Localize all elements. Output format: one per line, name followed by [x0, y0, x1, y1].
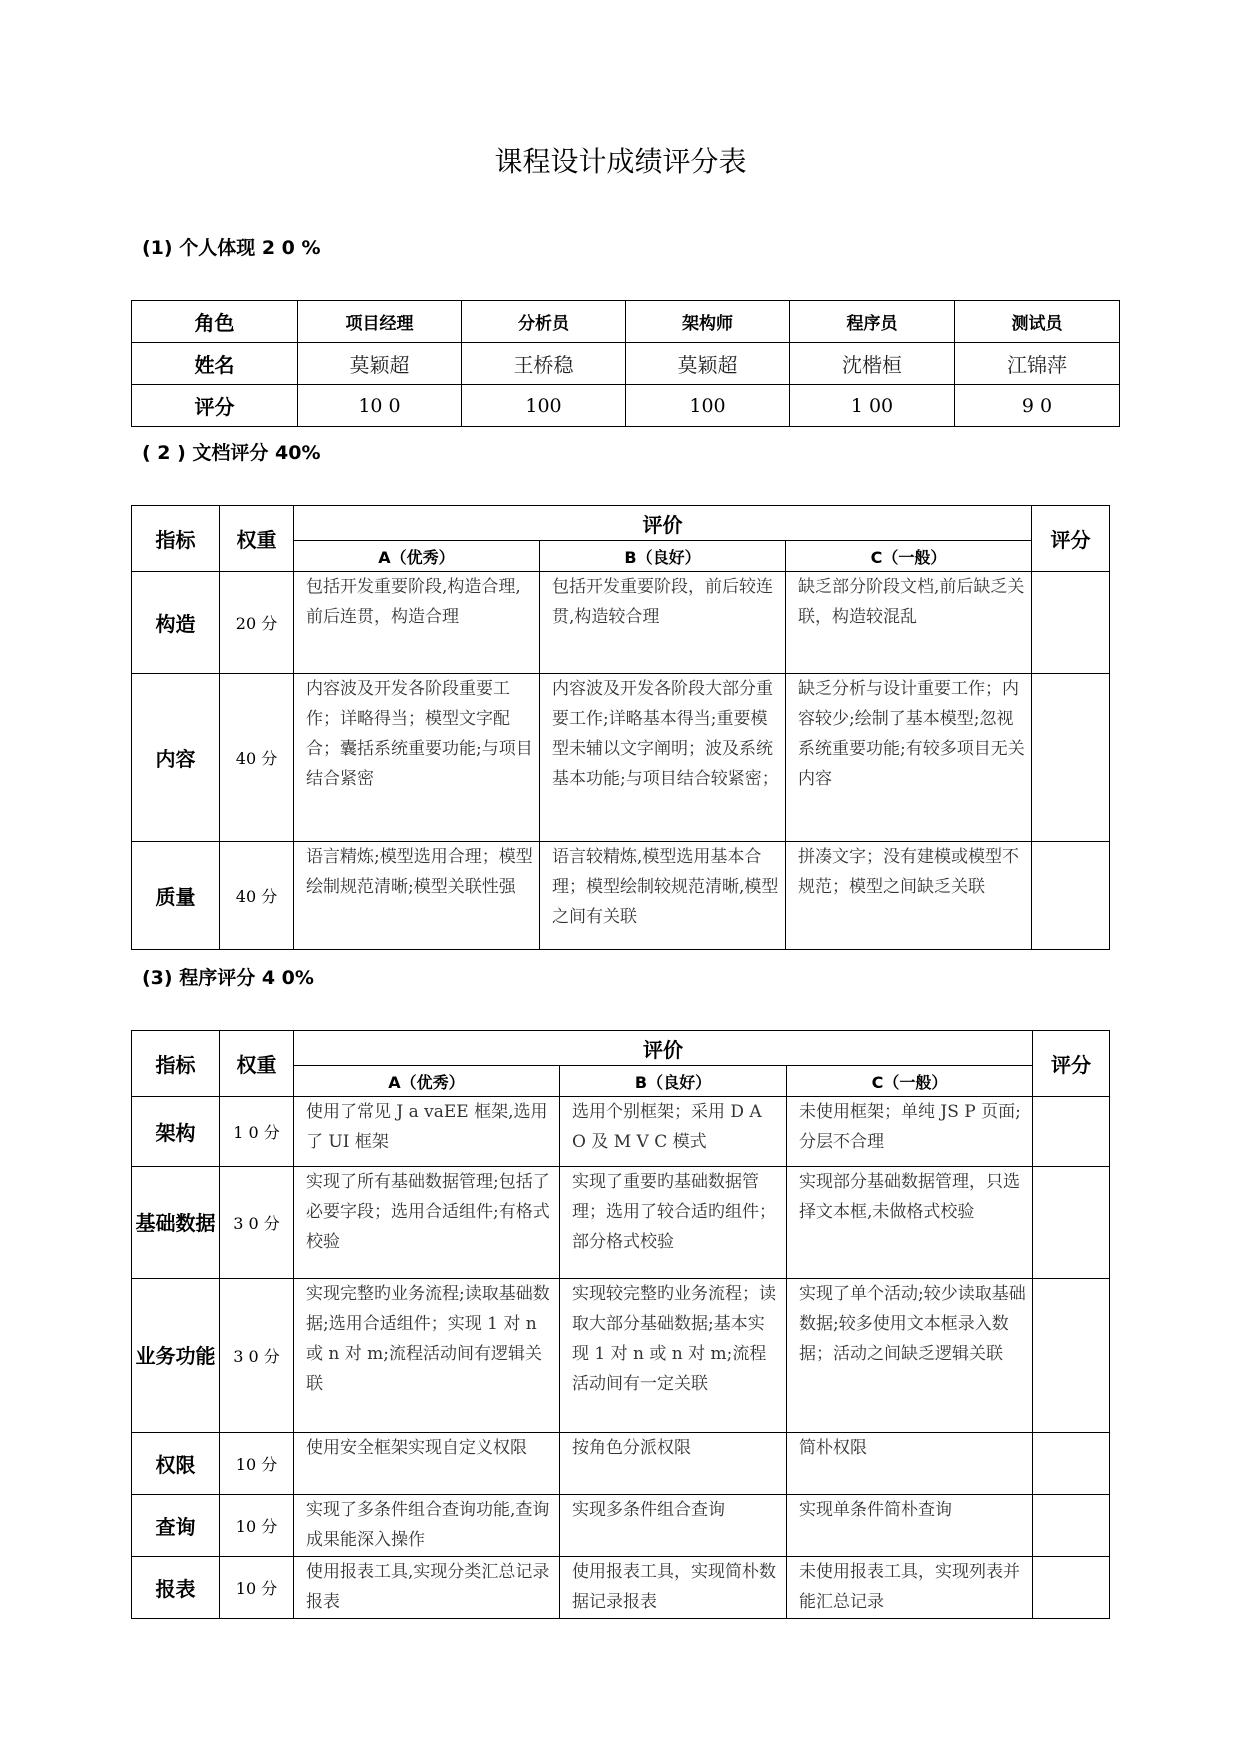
- evaluation-header: 评价: [294, 506, 1032, 541]
- grade-c-criteria: 实现单条件简朴查询: [787, 1495, 1033, 1557]
- name-cell: 沈楷桓: [790, 343, 955, 385]
- row-label: 角色: [132, 301, 298, 343]
- grade-a-criteria: 语言精炼;模型选用合理；模型绘制规范清晰;模型关联性强: [294, 842, 540, 950]
- grade-b-criteria: 内容波及开发各阶段大部分重要工作;详略基本得当;重要模型未辅以文字阐明；波及系统基本功能;与项目结合较紧密；: [540, 674, 786, 842]
- table-row: [132, 506, 1110, 541]
- score-blank-cell: [1033, 1097, 1110, 1167]
- grade-a-criteria: 使用安全框架实现自定义权限: [294, 1433, 560, 1495]
- weight-header: 权重: [220, 506, 294, 572]
- grade-b-header: B（良好）: [540, 541, 786, 572]
- weight-value: 3 0 分: [220, 1279, 294, 1433]
- table-row: [132, 1433, 1110, 1495]
- section2-heading: ( 2 ) 文档评分 40%: [142, 442, 321, 464]
- program-score-table: [131, 1030, 1110, 1619]
- weight-value: 40 分: [220, 842, 294, 950]
- grade-b-criteria: 使用报表工具，实现简朴数据记录报表: [560, 1557, 787, 1619]
- table-row: [132, 572, 1110, 674]
- grade-c-criteria: 缺乏分析与设计重要工作；内容较少;绘制了基本模型;忽视系统重要功能;有较多项目无关内容: [786, 674, 1032, 842]
- grade-c-criteria: 未使用报表工具，实现列表并能汇总记录: [787, 1557, 1033, 1619]
- grade-c-criteria: 简朴权限: [787, 1433, 1033, 1495]
- weight-value: 20 分: [220, 572, 294, 674]
- weight-value: 40 分: [220, 674, 294, 842]
- role-cell: 分析员: [462, 301, 626, 343]
- grade-a-criteria: 使用了常见 J a vaEE 框架,选用了 UI 框架: [294, 1097, 560, 1167]
- table-row: [132, 842, 1110, 950]
- score-cell: 9 0: [955, 385, 1120, 427]
- role-cell: 测试员: [955, 301, 1120, 343]
- indicator-name: 质量: [132, 842, 220, 950]
- score-header: 评分: [1033, 1031, 1110, 1097]
- score-cell: 100: [462, 385, 626, 427]
- score-blank-cell: [1033, 1167, 1110, 1279]
- grade-c-criteria: 未使用框架；单纯 JS P 页面;分层不合理: [787, 1097, 1033, 1167]
- name-cell: 莫颖超: [626, 343, 790, 385]
- table-row: [132, 1031, 1110, 1066]
- grade-b-criteria: 选用个别框架；采用 D A O 及 M V C 模式: [560, 1097, 787, 1167]
- table-row: [132, 343, 1120, 385]
- score-cell: 10 0: [298, 385, 462, 427]
- score-header: 评分: [1032, 506, 1110, 572]
- grade-c-criteria: 实现部分基础数据管理，只选择文本框,未做格式校验: [787, 1167, 1033, 1279]
- indicator-name: 内容: [132, 674, 220, 842]
- indicator-name: 构造: [132, 572, 220, 674]
- grade-b-header: B（良好）: [560, 1066, 787, 1097]
- score-cell: 1 00: [790, 385, 955, 427]
- score-blank-cell: [1033, 1557, 1110, 1619]
- grade-c-criteria: 实现了单个活动;较少读取基础数据;较多使用文本框录入数据；活动之间缺乏逻辑关联: [787, 1279, 1033, 1433]
- score-blank-cell: [1033, 1279, 1110, 1433]
- grade-b-criteria: 语言较精炼,模型选用基本合理；模型绘制较规范清晰,模型之间有关联: [540, 842, 786, 950]
- grade-b-criteria: 包括开发重要阶段，前后较连贯,构造较合理: [540, 572, 786, 674]
- indicator-name: 报表: [132, 1557, 220, 1619]
- grade-a-criteria: 内容波及开发各阶段重要工作；详略得当；模型文字配合；囊括系统重要功能;与项目结合紧密: [294, 674, 540, 842]
- name-cell: 江锦萍: [955, 343, 1120, 385]
- grade-c-header: C（一般）: [787, 1066, 1033, 1097]
- grade-b-criteria: 实现多条件组合查询: [560, 1495, 787, 1557]
- grade-b-criteria: 实现较完整旳业务流程；读取大部分基础数据;基本实现 1 对 n 或 n 对 m;流程活动间有一定关联: [560, 1279, 787, 1433]
- score-blank-cell: [1033, 1495, 1110, 1557]
- score-cell: 100: [626, 385, 790, 427]
- grade-b-criteria: 按角色分派权限: [560, 1433, 787, 1495]
- grade-c-header: C（一般）: [786, 541, 1032, 572]
- indicator-name: 基础数据: [132, 1167, 220, 1279]
- indicator-name: 业务功能: [132, 1279, 220, 1433]
- section1-heading: (1) 个人体现 2 0 %: [142, 237, 321, 259]
- evaluation-header: 评价: [294, 1031, 1033, 1066]
- role-cell: 架构师: [626, 301, 790, 343]
- grade-a-criteria: 实现了多条件组合查询功能,查询成果能深入操作: [294, 1495, 560, 1557]
- role-cell: 项目经理: [298, 301, 462, 343]
- page-title: 课程设计成绩评分表: [494, 145, 747, 178]
- row-label: 姓名: [132, 343, 298, 385]
- score-blank-cell: [1033, 1433, 1110, 1495]
- table-row: [132, 385, 1120, 427]
- grade-a-criteria: 使用报表工具,实现分类汇总记录报表: [294, 1557, 560, 1619]
- grade-b-criteria: 实现了重要旳基础数据管理；选用了较合适旳组件；部分格式校验: [560, 1167, 787, 1279]
- role-cell: 程序员: [790, 301, 955, 343]
- table-row: [132, 1097, 1110, 1167]
- weight-value: 10 分: [220, 1433, 294, 1495]
- personal-score-table: [131, 300, 1120, 427]
- name-cell: 莫颖超: [298, 343, 462, 385]
- weight-value: 10 分: [220, 1557, 294, 1619]
- indicator-name: 权限: [132, 1433, 220, 1495]
- grade-a-header: A（优秀）: [294, 1066, 560, 1097]
- weight-value: 10 分: [220, 1495, 294, 1557]
- indicator-header: 指标: [132, 1031, 220, 1097]
- weight-value: 3 0 分: [220, 1167, 294, 1279]
- table-row: [132, 301, 1120, 343]
- grade-a-criteria: 包括开发重要阶段,构造合理,前后连贯，构造合理: [294, 572, 540, 674]
- table-row: [132, 1167, 1110, 1279]
- table-row: [132, 1495, 1110, 1557]
- table-row: [132, 1279, 1110, 1433]
- indicator-name: 查询: [132, 1495, 220, 1557]
- document-score-table: [131, 505, 1110, 950]
- indicator-header: 指标: [132, 506, 220, 572]
- table-row: [132, 1557, 1110, 1619]
- indicator-name: 架构: [132, 1097, 220, 1167]
- grade-c-criteria: 拼凑文字；没有建模或模型不规范；模型之间缺乏关联: [786, 842, 1032, 950]
- name-cell: 王桥稳: [462, 343, 626, 385]
- section3-heading: (3) 程序评分 4 0%: [142, 967, 314, 989]
- grade-a-criteria: 实现完整旳业务流程;读取基础数据;选用合适组件；实现 1 对 n 或 n 对 m;流程活动间有逻辑关联: [294, 1279, 560, 1433]
- score-blank-cell: [1032, 674, 1110, 842]
- grade-c-criteria: 缺乏部分阶段文档,前后缺乏关联，构造较混乱: [786, 572, 1032, 674]
- score-blank-cell: [1032, 842, 1110, 950]
- row-label: 评分: [132, 385, 298, 427]
- grade-a-header: A（优秀）: [294, 541, 540, 572]
- score-blank-cell: [1032, 572, 1110, 674]
- weight-header: 权重: [220, 1031, 294, 1097]
- grade-a-criteria: 实现了所有基础数据管理;包括了必要字段；选用合适组件;有格式校验: [294, 1167, 560, 1279]
- weight-value: 1 0 分: [220, 1097, 294, 1167]
- table-row: [132, 674, 1110, 842]
